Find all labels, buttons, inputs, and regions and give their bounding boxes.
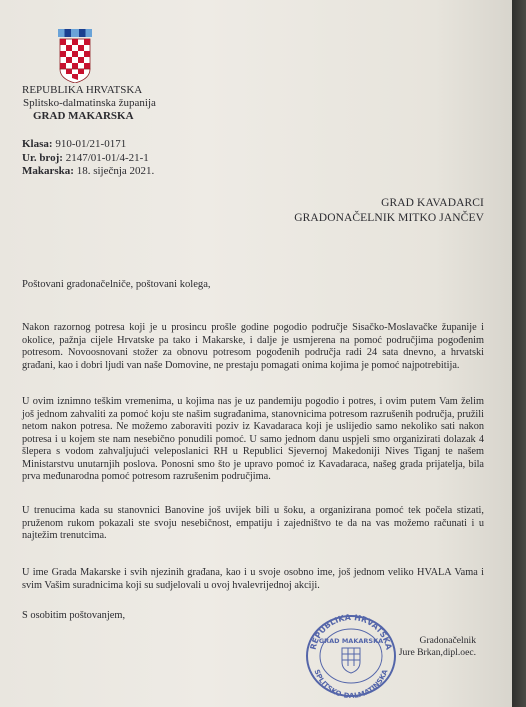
stamp-middle-text: GRAD MAKARSKA (318, 637, 384, 645)
page-edge-background (512, 0, 526, 707)
body-paragraph-4: U ime Grada Makarske i svih njezinih građana, kao i u svoje osobno ime, još jednom veliko HVALA Vama i svim Vašim suradnicima koji su sudjelovali u ovoj hvalevrijednoj akciji. (22, 567, 484, 591)
croatian-coat-of-arms-icon (57, 29, 93, 83)
issuer-city: GRAD MAKARSKA (33, 110, 134, 122)
klasa-value: 910-01/21-0171 (55, 138, 127, 150)
body-paragraph-3: U trenucima kada su stanovnici Banovine još uvijek bili u šoku, a organizirana pomoć tek počela stizati, pruženom rukom pokazali ste svoju nesebičnost, empatiju i zajedništvo te da na vas možemo računati i u najtežim trenutcima. (22, 505, 484, 541)
date-line (22, 165, 154, 179)
issuer-header (22, 84, 156, 123)
recipient-name: GRADONAČELNIK MITKO JANČEV (294, 212, 484, 224)
salutation: Poštovani gradonačelniče, poštovani kolega, (22, 279, 211, 290)
reference-block (22, 138, 154, 179)
urbroj-label: Ur. broj: (22, 151, 63, 164)
body-paragraph-2: U ovim iznimno teškim vremenima, u kojima nas je uz pandemiju pogodio i potres, i ovim putem Vam želim još jednom zahvaliti za pomoć koju ste našim sugrađanima, stanovnicima potresom razrušenih područja, pružili netom nakon potresa. Ne možemo zaboraviti poziv iz Kavadaraca koji je uslijedio samo nekoliko sati nakon potresa i u kojem ste nam nesebično ponudili pomoć. U samo jednom danu uspjeli smo organizirati dolazak 4 šlepera s vodom zahvaljujući veleposlanici RH u Republici Sjevernoj Makedoniji Nives Tiganj te našem Ministarstvu unutarnjih poslova. Ponosni smo što je upravo pomoć iz Kavadaraca, našeg grada prijatelja, bila prva međunarodna pomoć potresom razrušenim područjima. (22, 396, 484, 482)
klasa-line (22, 138, 154, 152)
signer-title: Gradonačelnik (419, 635, 476, 646)
closing-phrase: S osobitim poštovanjem, (22, 610, 126, 621)
urbroj-line (22, 152, 154, 166)
signature-block (366, 635, 476, 659)
recipient-city: GRAD KAVADARCI (381, 197, 484, 209)
recipient-block (294, 196, 484, 226)
signer-name: Jure Brkan,dipl.oec. (398, 647, 476, 658)
date-value: 18. siječnja 2021. (76, 165, 155, 177)
issuer-county: Splitsko-dalmatinska županija (23, 97, 156, 109)
stamp-bottom-text: SPLITSKO-DALMATINSKA (312, 668, 390, 698)
klasa-label: Klasa: (22, 138, 53, 150)
place-label: Makarska: (22, 165, 74, 177)
stamp-top-text: REPUBLIKA HRVATSKA (308, 612, 394, 651)
urbroj-value: 2147/01-01/4-21-1 (65, 151, 149, 164)
body-paragraph-1: Nakon razornog potresa koji je u prosincu prošle godine pogodio područje Sisačko-Moslavačke županije i okolice, pažnja cijele Hrvatske pa tako i Makarske, i dalje je usmjerena na pomoć područjima pogođenim potresom. Novoosnovani stožer za obnovu potresom pogođenih područja radi 24 sata dnevno, a hrvatski građani, kao i dobri ljudi van naše Domovine, ne prestaju pomagati onima kojima je pomoć najpotrebitija. (22, 322, 484, 371)
issuer-country: REPUBLIKA HRVATSKA (22, 84, 143, 96)
